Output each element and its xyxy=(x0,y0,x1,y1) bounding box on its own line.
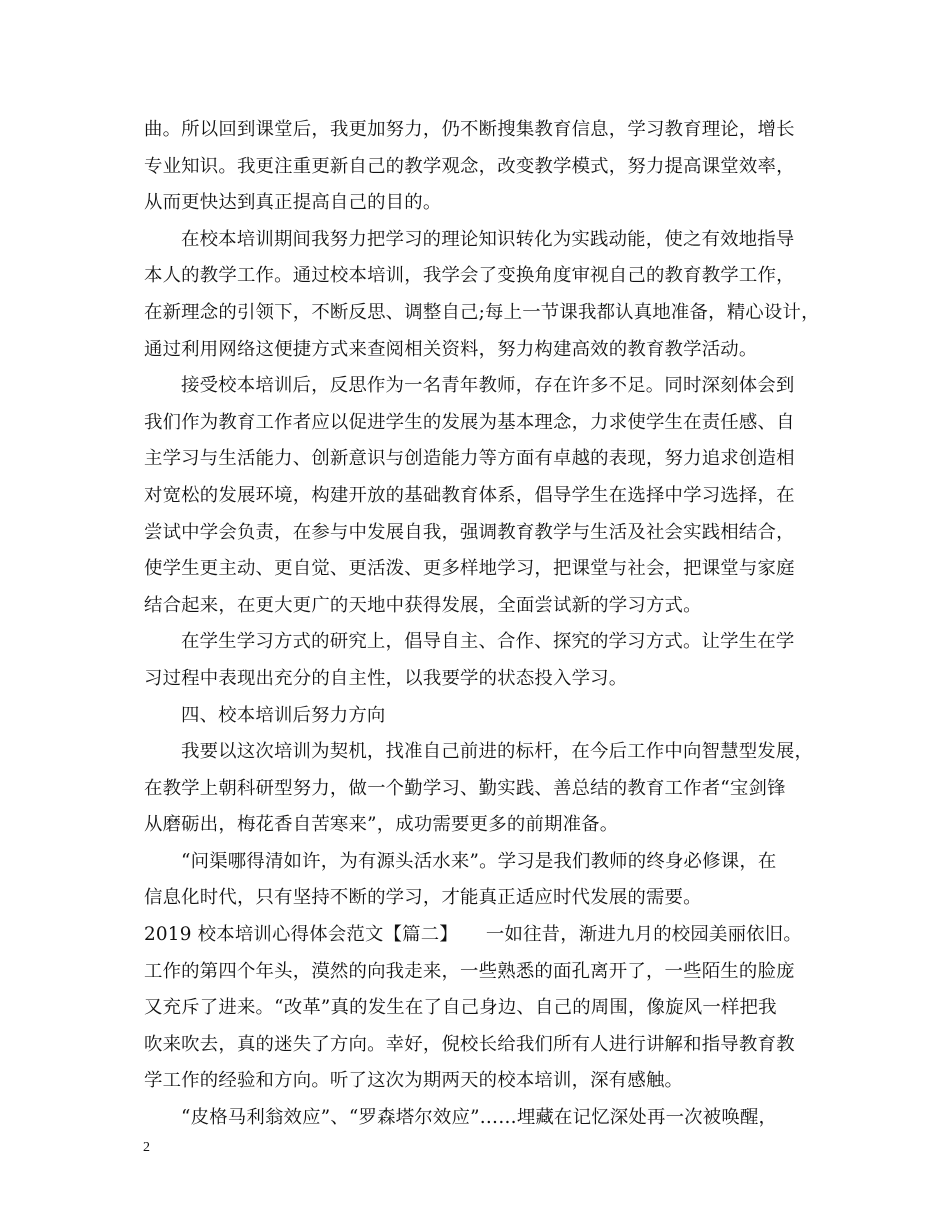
text-line: 又充斥了进来。“改革”真的发生在了自己身边、自己的周围，像旋风一样把我 xyxy=(144,997,777,1019)
text-line: 专业知识。我更注重更新自己的教学观念，改变教学模式，努力提高课堂效率， xyxy=(144,155,795,177)
text-line: 四、校本培训后努力方向 xyxy=(181,704,386,726)
text-line: 从磨砺出，梅花香自苦寒来”，成功需要更多的前期准备。 xyxy=(144,814,619,836)
text-line: 2019 校本培训心得体会范文【篇二】 一如往昔，渐进九月的校园美丽依旧。 xyxy=(144,924,802,946)
text-line: 尝试中学会负责，在参与中发展自我，强调教育教学与生活及社会实践相结合， xyxy=(144,521,795,543)
text-line: 我要以这次培训为契机，找准自己前进的标杆，在今后工作中向智慧型发展， xyxy=(181,741,814,763)
text-line: 信息化时代，只有坚持不断的学习，才能真正适应时代发展的需要。 xyxy=(144,887,702,909)
text-line: 结合起来，在更大更广的天地中获得发展，全面尝试新的学习方式。 xyxy=(144,594,702,616)
text-line: 使学生更主动、更自觉、更活泼、更多样地学习，把课堂与社会，把课堂与家庭 xyxy=(144,558,795,580)
text-line: 从而更快达到真正提高自己的目的。 xyxy=(144,192,442,214)
text-line: 曲。所以回到课堂后，我更加努力，仍不断搜集教育信息，学习教育理论，增长 xyxy=(144,119,795,140)
text-line: 本人的教学工作。通过校本培训，我学会了变换角度审视自己的教育教学工作， xyxy=(144,265,795,287)
text-line: 在教学上朝科研型努力，做一个勤学习、勤实践、善总结的教育工作者“宝剑锋 xyxy=(144,777,786,799)
text-line: 习过程中表现出充分的自主性，以我要学的状态投入学习。 xyxy=(144,667,628,689)
text-line: 学工作的经验和方向。听了这次为期两天的校本培训，深有感触。 xyxy=(144,1070,684,1092)
page-number: 2 xyxy=(143,1140,150,1155)
text-line: 通过利用网络这便捷方式来查阅相关资料，努力构建高效的教育教学活动。 xyxy=(144,338,758,360)
text-line: “皮格马利翁效应”、“罗森塔尔效应”……埋藏在记忆深处再一次被唤醒， xyxy=(181,1107,778,1129)
body-text xyxy=(144,112,824,1137)
text-line: 接受校本培训后，反思作为一名青年教师，存在许多不足。同时深刻体会到 xyxy=(181,375,795,397)
text-line: 对宽松的发展环境，构建开放的基础教育体系，倡导学生在选择中学习选择，在 xyxy=(144,484,795,506)
text-line: “问渠哪得清如许，为有源头活水来”。学习是我们教师的终身必修课，在 xyxy=(181,850,777,872)
text-line: 在校本培训期间我努力把学习的理论知识转化为实践动能，使之有效地指导 xyxy=(181,228,795,250)
text-line: 主学习与生活能力、创新意识与创造能力等方面有卓越的表现，努力追求创造相 xyxy=(144,448,795,470)
text-line: 吹来吹去，真的迷失了方向。幸好，倪校长给我们所有人进行讲解和指导教育教 xyxy=(144,1033,795,1055)
text-line: 我们作为教育工作者应以促进学生的发展为基本理念，力求使学生在责任感、自 xyxy=(144,411,795,433)
text-line: 在学生学习方式的研究上，倡导自主、合作、探究的学习方式。让学生在学 xyxy=(181,631,795,653)
text-line: 在新理念的引领下，不断反思、调整自己;每上一节课我都认真地准备，精心设计， xyxy=(144,301,820,323)
text-line: 工作的第四个年头，漠然的向我走来，一些熟悉的面孔离开了，一些陌生的脸庞 xyxy=(144,960,795,982)
